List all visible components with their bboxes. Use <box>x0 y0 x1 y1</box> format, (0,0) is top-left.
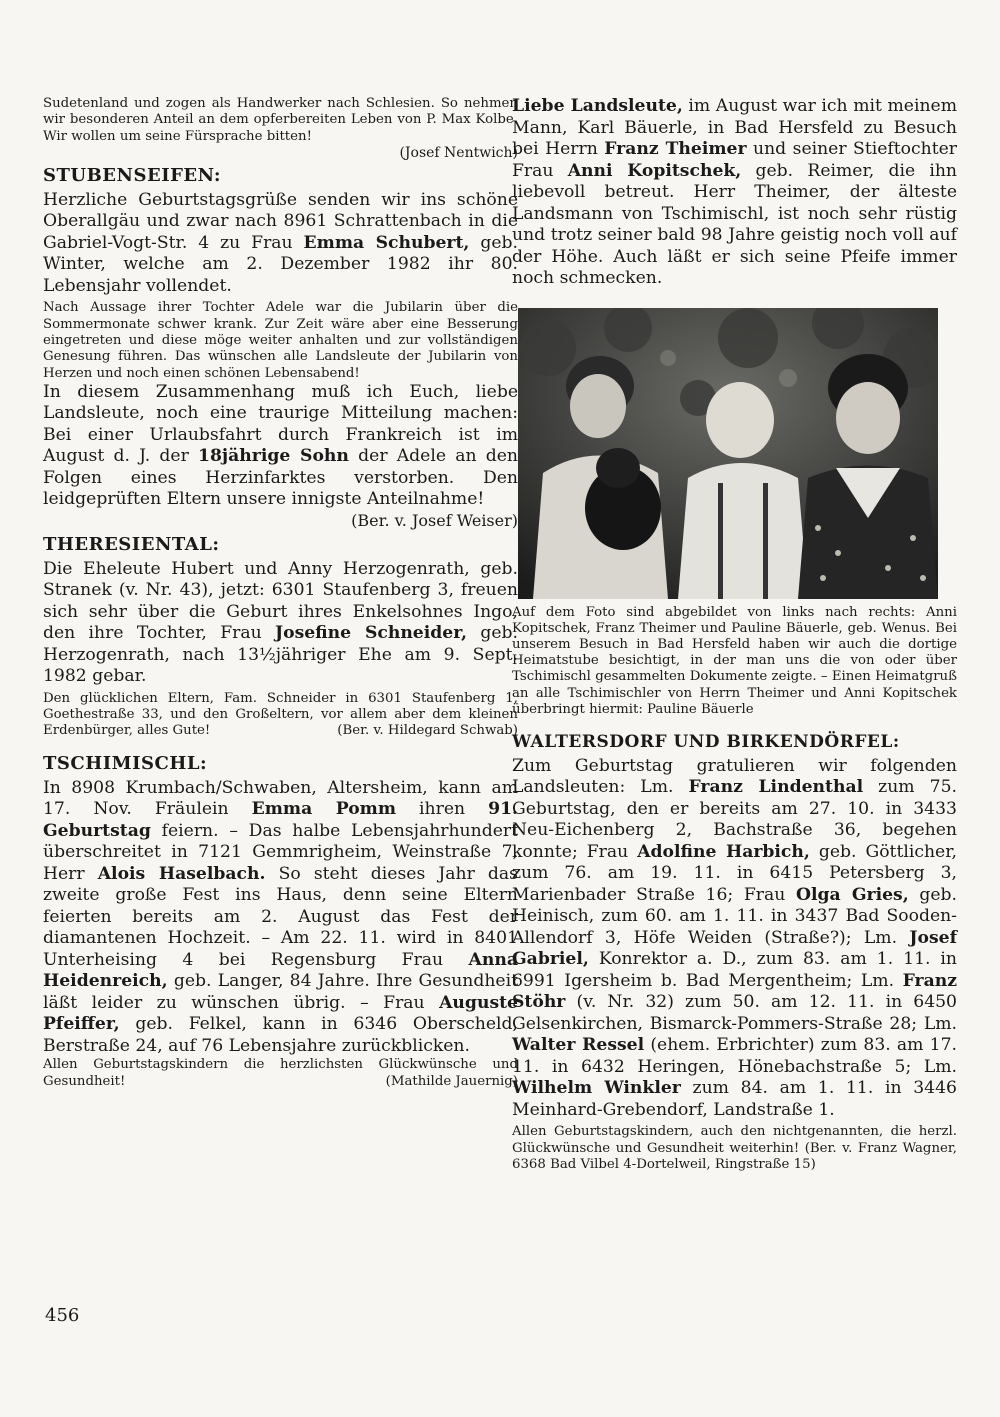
photo-caption: Auf dem Foto sind abgebildet von links nach rechts: Anni Kopitschek, Franz Theimer und Pauline Bäuerle, geb. Wenus. Bei unserem Besuch in Bad Hersfeld haben wir auch die dortige Heimatstube besichtigt, in der man uns die von oder über Tschimischl gesammelten Dokumente zeigte. – Einen Heimatgruß an alle Tschimischler von Herrn Theimer und Anni Kopitschek überbringt hiermit: Pauline Bäuerle <box>512 604 957 717</box>
theresiental-paragraph-2: Den glücklichen Eltern, Fam. Schneider in 6301 Staufenberg 1, Goethestraße 33, und den Großeltern, vor allem aber dem kleinen Erdenbürger, alles Gute! (Ber. v. Hildegard Schwab) <box>43 690 518 739</box>
waltersdorf-paragraph-2: Allen Geburtstagskindern, auch den nichtgenannten, die herzl. Glückwünsche und Gesundheit weiterhin! (Ber. v. Franz Wagner, 6368 Bad Vilbel 4-Dortelweil, Ringstraße 15) <box>512 1124 957 1173</box>
stubenseifen-paragraph-2: Nach Aussage ihrer Tochter Adele war die Jubilarin über die Sommermonate schwer krank. Zur Zeit wäre aber eine Besserung eingetreten und diese möge weiter anhalten und zur vollständigen Genesung führen. Das wünschen alle Landsleute der Jubilarin von Herzen und noch einen schönen Lebensabend! <box>43 300 518 381</box>
stubenseifen-paragraph-1: Herzliche Geburtstagsgrüße senden wir ins schöne Oberallgäu und zwar nach 8961 Schrattenbach in die Gabriel-Vogt-Str. 4 zu Frau Emma Schubert, geb. Winter, welche am 2. Dezember 1982 ihr 80. Lebensjahr vollendet. <box>43 189 518 296</box>
intro-paragraph: Sudetenland und zogen als Handwerker nach Schlesien. So nehmen wir besonderen Anteil an dem opferbereiten Leben von P. Max Kolbe. Wir wollen um seine Fürsprache bitten! <box>43 96 518 144</box>
section-heading-tschimischl: TSCHIMISCHL: <box>43 752 208 774</box>
section-heading-waltersdorf: WALTERSDORF UND BIRKENDÖRFEL: <box>512 731 900 752</box>
name-emma-schubert: Emma Schubert, <box>303 232 470 253</box>
intro-signature: (Josef Nentwich) <box>399 144 518 161</box>
right-column <box>512 96 957 1173</box>
tschimischl-paragraph-1: In 8908 Krumbach/Schwaben, Altersheim, kann am 17. Nov. Fräulein Emma Pomm ihren 91. Geburtstag feiern. – Das halbe Lebensjahrhundert überschreitet in 7121 Gemmrigheim, Weinstraße 7, Herr Alois Haselbach. So steht dieses Jahr das zweite große Fest ins Haus, denn seine Eltern feierten bereits am 2. August das Fest der diamantenen Hochzeit. – Am 22. 11. wird in 8401 Unterheising 4 bei Regensburg Frau Anna Heidenreich, geb. Langer, 84 Jahre. Ihre Gesundheit läßt leider zu wünschen übrig. – Frau Auguste Pfeiffer, geb. Felkel, kann in 6346 Oberscheld, Berstraße 24, auf 76 Lebensjahre zurückblicken. <box>43 777 519 1056</box>
tschimischl-paragraph-2: Allen Geburtstagskindern die herzlichsten Glückwünsche und Gesundheit! (Mathilde Jauernig) <box>43 1057 518 1089</box>
left-column <box>43 96 518 1090</box>
stubenseifen-signature: (Ber. v. Josef Weiser) <box>351 510 518 530</box>
section-heading-theresiental: THERESIENTAL: <box>43 533 220 555</box>
family-photo <box>518 308 938 599</box>
name-josefine-schneider: Josefine Schneider, <box>274 623 468 644</box>
section-heading-stubenseifen: STUBENSEIFEN: <box>43 164 222 186</box>
bold-18jaehrige-sohn: 18jährige Sohn <box>198 446 349 467</box>
stubenseifen-paragraph-3: In diesem Zusammenhang muß ich Euch, liebe Landsleute, noch eine traurige Mitteilung machen: Bei einer Urlaubsfahrt durch Frankreich ist im August d. J. der 18jährige Sohn der Adele an den Folgen eines Herzinfarktes verstorben. Den leidgeprüften Eltern unsere innigste Anteilnahme! <box>43 381 518 510</box>
theresiental-paragraph-1: Die Eheleute Hubert und Anny Herzogenrath, geb. Stranek (v. Nr. 43), jetzt: 6301 Staufenberg 3, freuen sich sehr über die Geburt ihres Enkelsohnes Ingo, den ihre Tochter, Frau Josefine Schneider, geb. Herzogenrath, nach 13½jähriger Ehe am 9. Sept. 1982 gebar. <box>43 558 518 687</box>
page-number: 456 <box>45 1305 80 1326</box>
waltersdorf-paragraph-1: Zum Geburtstag gratulieren wir folgenden Landsleuten: Lm. Franz Lindenthal zum 75. Geburtstag, den er bereits am 27. 10. in 3433 Neu-Eichenberg 2, Bachstraße 36, begehen konnte; Frau Adolfine Harbich, geb. Göttlicher, zum 76. am 19. 11. in 6415 Petersberg 3, Marienbader Straße 16; Frau Olga Gries, geb. Heinisch, zum 60. am 1. 11. in 3437 Bad Sooden-Allendorf 3, Höfe Weiden (Straße?); Lm. Josef Gabriel, Konrektor a. D., zum 83. am 1. 11. in 6991 Igersheim b. Bad Mergentheim; Lm. Franz Stöhr (v. Nr. 32) zum 50. am 12. 11. in 6450 Gelsenkirchen, Bismarck-Pommers-Straße 28; Lm. Walter Ressel (ehem. Erbrichter) zum 83. am 17. 11. in 6432 Heringen, Hönebachstraße 5; Lm. Wilhelm Winkler zum 84. am 1. 11. in 3446 Meinhard-Grebendorf, Landstraße 1. <box>512 755 958 1120</box>
tschimischl-signature: (Mathilde Jauernig) <box>385 1073 518 1089</box>
theresiental-signature: (Ber. v. Hildegard Schwab) <box>337 723 518 739</box>
greeting-paragraph: Liebe Landsleute, im August war ich mit meinem Mann, Karl Bäuerle, in Bad Hersfeld zu Besuch bei Herrn Franz Theimer und seiner Stieftochter Frau Anni Kopitschek, geb. Reimer, die ihn liebevoll betreut. Herr Theimer, der älteste Landsmann von Tschimischl, ist noch sehr rüstig und trotz seiner bald 98 Jahre geistig noch voll auf der Höhe. Auch läßt er sich seine Pfeife immer noch schmecken. <box>512 96 958 288</box>
